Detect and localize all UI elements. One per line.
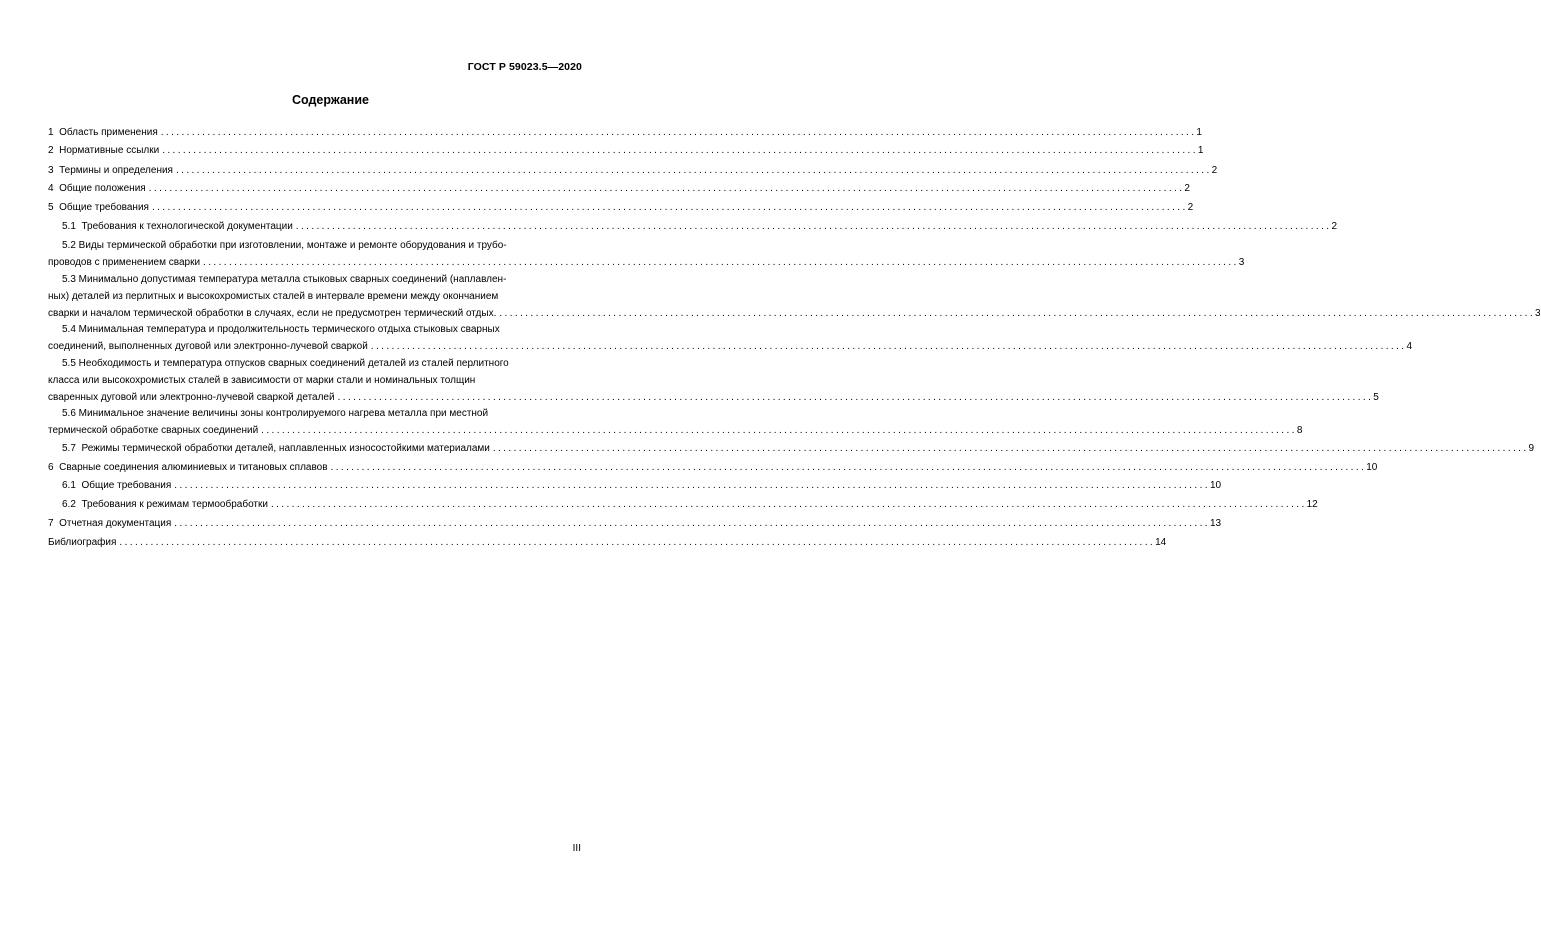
- page-title: Содержание: [291, 93, 369, 107]
- dot-leader: ........................................................................................................................................................................................................: [162, 145, 1198, 156]
- toc-page-number: 12: [1306, 499, 1318, 510]
- toc-page-number: 1: [1196, 127, 1202, 138]
- dot-leader: ........................................................................................................................................................................................................: [295, 221, 1332, 232]
- toc-page-number: 8: [1296, 425, 1303, 436]
- toc-entry-title: 6.1 Общие требования: [62, 480, 172, 491]
- toc-entry-title: 5.7 Режимы термической обработки деталей, наплавленных износостойкими материалами: [62, 443, 490, 454]
- dot-leader: ........................................................................................................................................................................................................: [174, 518, 1210, 529]
- toc-entry-title: 5.1 Требования к технологической документации: [62, 221, 293, 232]
- toc-entry-title: 5.4 Минимальная температура и продолжительность термического отдыха стыковых сварных: [62, 324, 500, 335]
- toc-entry-title: 5 Общие требования: [48, 202, 149, 213]
- document-number: ГОСТ Р 59023.5—2020: [467, 61, 582, 73]
- dot-leader: ........................................................................................................................................................................................................: [370, 341, 1407, 352]
- toc-page-number: 4: [1406, 341, 1413, 352]
- page-number: III: [572, 843, 581, 854]
- dot-leader: ........................................................................................................................................................................................................: [151, 202, 1188, 213]
- dot-leader: ........................................................................................................................................................................................................: [203, 257, 1239, 268]
- toc-entry-title: 5.2 Виды термической обработки при изготовлении, монтаже и ремонте оборудования и трубо-: [62, 240, 507, 251]
- toc-page-number: 13: [1209, 518, 1222, 529]
- toc-entry-title: соединений, выполненных дуговой или электронно-лучевой сваркой: [48, 341, 368, 352]
- toc-page-number: 2: [1187, 202, 1194, 213]
- dot-leader: ........................................................................................................................................................................................................: [270, 499, 1307, 510]
- toc-entry-title: 4 Общие положения: [48, 183, 146, 194]
- dot-leader: ........................................................................................................................................................................................................: [337, 392, 1374, 403]
- toc-page-number: 9: [1528, 443, 1535, 454]
- dot-leader: ........................................................................................................................................................................................................: [492, 443, 1529, 454]
- toc-entry-title: 2 Нормативные ссылки: [48, 145, 160, 156]
- toc-page-number: 1: [1197, 145, 1204, 156]
- toc-entry-title: термической обработке сварных соединений: [48, 425, 259, 436]
- toc-entry-title: 6.2 Требования к режимам термообработки: [62, 499, 268, 510]
- toc-entry-title: класса или высокохромистых сталей в зависимости от марки стали и номинальных толщин: [48, 375, 476, 386]
- toc-page-number: 3: [1238, 257, 1245, 268]
- dot-leader: ........................................................................................................................................................................................................: [160, 127, 1197, 138]
- toc-page-number: 5: [1373, 392, 1379, 403]
- toc-page-number: 10: [1366, 462, 1378, 473]
- toc-entry-title: ных) деталей из перлитных и высокохромистых сталей в интервале времени между окончанием: [48, 291, 499, 302]
- dot-leader: ........................................................................................................................................................................................................: [330, 462, 1367, 473]
- toc-page-number: 2: [1184, 183, 1190, 194]
- dot-leader: ........................................................................................................................................................................................................: [175, 165, 1212, 176]
- toc-entry-title: 7 Отчетная документация: [48, 518, 172, 529]
- dot-leader: ........................................................................................................................................................................................................: [119, 537, 1156, 548]
- toc-page-number: 3: [1535, 308, 1541, 319]
- toc-page-number: 10: [1209, 480, 1222, 491]
- toc-entry-title: сварки и началом термической обработки в случаях, если не предусмотрен термический отдых.: [48, 308, 497, 319]
- toc-entry-title: 6 Сварные соединения алюминиевых и титановых сплавов: [48, 462, 328, 473]
- toc-entry-title: проводов с применением сварки: [48, 257, 201, 268]
- toc-entry-title: сваренных дуговой или электронно-лучевой сваркой деталей: [48, 392, 335, 403]
- toc-entry-title: 5.5 Необходимость и температура отпусков сварных соединений деталей из сталей перлитного: [62, 358, 509, 369]
- toc-entry-title: 1 Область применения: [48, 127, 158, 138]
- dot-leader: ........................................................................................................................................................................................................: [148, 183, 1185, 194]
- dot-leader: ........................................................................................................................................................................................................: [174, 480, 1210, 491]
- toc-page-number: 2: [1211, 165, 1218, 176]
- dot-leader: ........................................................................................................................................................................................................: [261, 425, 1297, 436]
- toc-entry-title: Библиография: [48, 537, 117, 548]
- toc-entry-title: 5.6 Минимальное значение величины зоны контролируемого нагрева металла при местной: [62, 408, 489, 419]
- toc-entry-title: 5.3 Минимально допустимая температура металла стыковых сварных соединений (наплавлен-: [62, 274, 507, 285]
- toc-entry-title: 3 Термины и определения: [48, 165, 173, 176]
- toc-page-number: 14: [1155, 537, 1167, 548]
- toc-page-number: 2: [1331, 221, 1338, 232]
- dot-leader: ........................................................................................................................................................................................................: [499, 308, 1536, 319]
